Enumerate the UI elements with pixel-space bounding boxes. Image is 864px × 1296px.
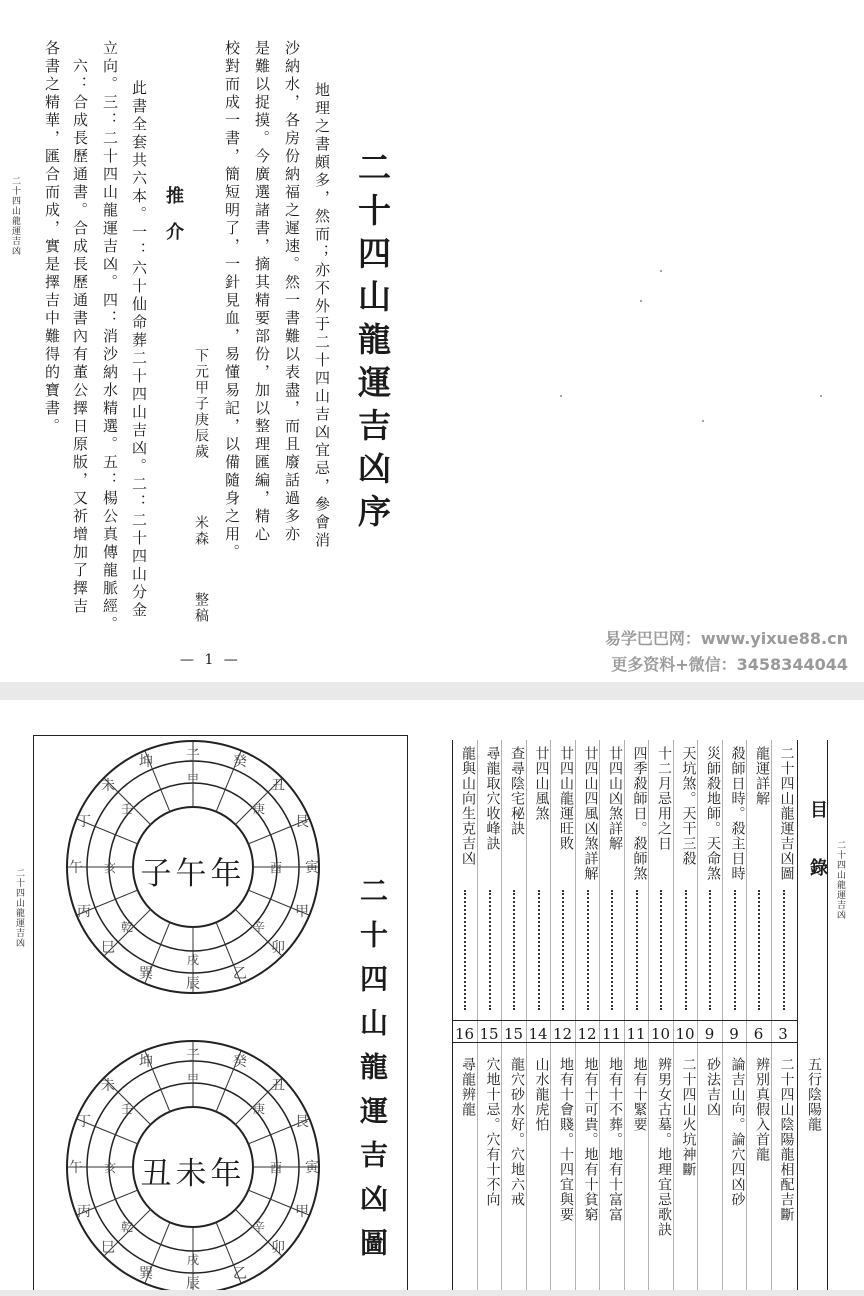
watermark-contact: 更多资料+微信：3458344044 <box>611 655 848 674</box>
svg-text:未: 未 <box>101 778 115 794</box>
toc-entry-subtitle: 砂法吉凶 <box>705 1057 721 1117</box>
svg-text:午: 午 <box>69 1160 83 1176</box>
toc-leader <box>734 890 737 1010</box>
toc-entry-subtitle: 辨別真假入首龍 <box>754 1057 770 1162</box>
toc-column-rule <box>697 740 698 1290</box>
toc-entry-page: 12 <box>552 1025 573 1043</box>
toc-entry-subtitle: 龍穴砂水好。穴地六戒 <box>509 1057 525 1207</box>
svg-text:申: 申 <box>186 771 200 785</box>
toc-entry[interactable] <box>479 740 500 1290</box>
toc-entry-title: 廿四山龍運旺敗 <box>558 746 574 851</box>
preface-line-2: 沙納水，各房份納福之遲速。然一書難以表盡，而且廢話過多亦 <box>283 40 301 544</box>
toc-entry[interactable] <box>577 740 598 1290</box>
toc-entry[interactable] <box>699 740 720 1290</box>
toc-entry[interactable] <box>773 740 794 1290</box>
toc-entry-subtitle: 地有十會賤。十四宜與要 <box>558 1057 574 1222</box>
toc-entry-page: 9 <box>729 1025 739 1043</box>
svg-text:辰: 辰 <box>186 976 200 992</box>
svg-text:子: 子 <box>186 748 200 764</box>
preface-author: 米森 <box>193 515 209 547</box>
toc-entry-title: 廿四山凶煞詳解 <box>607 746 623 851</box>
svg-text:子: 子 <box>186 1048 200 1064</box>
recommend-line-1: 此書全套共六本。一：六十仙命葬二十四山吉凶。二：二十四山分金 <box>130 80 148 620</box>
toc-column-rule <box>771 740 772 1290</box>
preface-edit: 整稿 <box>193 592 209 624</box>
svg-text:辛: 辛 <box>252 920 266 934</box>
toc-entry-subtitle: 穴地十忌。穴有十不向 <box>484 1057 501 1207</box>
toc-column-rule <box>624 740 625 1290</box>
toc-entry-page: 3 <box>778 1025 788 1043</box>
toc-entry-title: 四季殺師日。殺師煞 <box>631 746 648 881</box>
toc-leader <box>660 890 663 1010</box>
toc-divider <box>797 740 798 1290</box>
speck <box>560 395 562 397</box>
svg-text:申: 申 <box>186 1071 200 1085</box>
speck <box>820 395 822 397</box>
svg-text:酉: 酉 <box>269 1161 283 1175</box>
toc-heading: 目錄 <box>807 800 828 916</box>
svg-text:坤: 坤 <box>139 1054 153 1070</box>
svg-text:亥: 亥 <box>103 861 117 875</box>
toc-entry[interactable] <box>552 740 573 1290</box>
wheel-chou-wei-label: 丑未年 <box>140 1156 246 1192</box>
diagram-frame <box>33 735 408 1290</box>
toc-column-rule <box>722 740 723 1290</box>
toc-entry[interactable] <box>724 740 745 1290</box>
svg-text:丑: 丑 <box>271 778 285 794</box>
toc-entry-subtitle: 尋龍辨龍 <box>460 1057 476 1117</box>
toc-leader <box>587 890 590 1010</box>
recommend-line-3: 六：合成長歷通書。合成長歷通書內有董公擇日原版，又祈增加了擇吉 <box>71 58 89 616</box>
toc-spine: 二十四山龍運吉凶 <box>835 840 845 920</box>
toc-entry-subtitle: 二十四山陰陽龍相配吉斷 <box>778 1057 795 1222</box>
toc-entry[interactable] <box>626 740 647 1290</box>
svg-text:巳: 巳 <box>101 940 115 956</box>
svg-text:未: 未 <box>101 1078 115 1094</box>
svg-text:酉: 酉 <box>269 861 283 875</box>
toc-entry[interactable] <box>650 740 671 1290</box>
toc-entry[interactable] <box>675 740 696 1290</box>
svg-text:癸: 癸 <box>233 1054 247 1070</box>
preface-line-3: 是難以捉摸。今廣選諸書，摘其精要部份，加以整理匯編，精心 <box>253 40 271 544</box>
toc-entry-page: 11 <box>601 1025 622 1043</box>
toc-entry-subtitle: 地有十不葬。地有十富富 <box>607 1057 623 1222</box>
svg-text:戌: 戌 <box>186 1253 200 1267</box>
toc-entry-page: 12 <box>577 1025 597 1043</box>
svg-text:巳: 巳 <box>101 1240 115 1256</box>
toc-entry-title: 查尋陰宅秘訣 <box>509 746 525 836</box>
svg-text:丙: 丙 <box>77 904 91 920</box>
toc-entry-title: 尋龍取穴收峰訣 <box>484 746 501 851</box>
svg-text:艮: 艮 <box>295 814 309 830</box>
toc-leader <box>464 890 467 1010</box>
svg-text:丁: 丁 <box>77 814 91 830</box>
wheel-chou-wei <box>64 1038 322 1290</box>
toc-entry-title: 災師殺地師。天命煞 <box>705 746 721 881</box>
toc-entry-subtitle: 地有十緊要 <box>631 1057 648 1132</box>
svg-text:亥: 亥 <box>103 1161 117 1175</box>
page-number: — 1 — <box>180 652 241 668</box>
toc-column-rule <box>477 740 478 1290</box>
svg-text:戌: 戌 <box>186 953 200 967</box>
svg-text:辰: 辰 <box>186 1276 200 1290</box>
toc-first-line: 五行陰陽龍 <box>806 1057 822 1132</box>
wheel-zi-wu <box>64 738 322 996</box>
toc-entry-page: 9 <box>704 1025 715 1043</box>
toc-leader <box>783 890 786 1010</box>
page-title: 二十四山龍運吉凶序 <box>353 150 392 537</box>
svg-text:辛: 辛 <box>252 1220 266 1234</box>
svg-text:乾: 乾 <box>120 1220 134 1234</box>
toc-entry-page: 14 <box>528 1025 548 1043</box>
svg-text:壬: 壬 <box>120 802 134 816</box>
toc-column-rule <box>599 740 600 1290</box>
svg-text:寅: 寅 <box>305 1160 319 1176</box>
svg-text:丑: 丑 <box>271 1078 285 1094</box>
recommend-heading: 推介 <box>163 186 184 258</box>
toc-column-rule <box>746 740 747 1290</box>
toc-entry-title: 殺師日時。殺主日時 <box>729 746 746 881</box>
toc-entry-page: 11 <box>626 1025 646 1043</box>
svg-text:艮: 艮 <box>295 1114 309 1130</box>
toc-entry[interactable] <box>528 740 549 1290</box>
toc-leader <box>709 890 712 1010</box>
svg-text:坤: 坤 <box>139 754 153 770</box>
page-spine: 二十四山龍運吉凶 <box>14 868 24 948</box>
svg-text:乙: 乙 <box>233 966 247 982</box>
toc-heading-subline <box>800 740 821 1290</box>
toc-entry[interactable] <box>454 740 475 1290</box>
toc-entry-page: 10 <box>650 1025 671 1043</box>
toc-leader <box>538 890 541 1010</box>
toc-entry-subtitle: 論吉山向。論穴四凶砂 <box>729 1057 746 1207</box>
svg-text:巽: 巽 <box>139 1266 153 1282</box>
toc-entry[interactable] <box>503 740 524 1290</box>
toc-entry-title: 廿四山四風凶煞詳解 <box>582 746 599 881</box>
toc-entry[interactable] <box>748 740 769 1290</box>
toc-entry[interactable] <box>601 740 622 1290</box>
svg-text:卯: 卯 <box>271 1240 285 1256</box>
toc-leader <box>562 890 565 1010</box>
speck <box>660 270 662 272</box>
svg-text:壬: 壬 <box>120 1102 134 1116</box>
diagram-and-contents-page <box>0 700 864 1290</box>
svg-text:巽: 巽 <box>139 966 153 982</box>
speck <box>640 300 642 302</box>
toc-entry-title: 天坑煞。天干三殺 <box>680 746 697 866</box>
toc-entry-subtitle: 地有十可貴。地有十貧窮 <box>582 1057 599 1222</box>
preface-line-1: 地理之書頗多，然而；亦不外于二十四山吉凶宜忌，參會消 <box>313 82 331 550</box>
toc-entry-page: 15 <box>479 1025 499 1043</box>
toc-entry-subtitle: 二十四山火坑神斷 <box>680 1057 697 1177</box>
toc-leader <box>489 890 492 1010</box>
toc-leader <box>513 890 516 1010</box>
toc-leader <box>611 890 614 1010</box>
page-spine: 二十四山龍運吉凶 <box>10 176 20 256</box>
toc-entry-page: 15 <box>503 1025 524 1043</box>
toc-entry-title: 廿四山風煞 <box>533 746 550 821</box>
speck <box>702 420 704 422</box>
svg-text:寅: 寅 <box>305 860 319 876</box>
svg-text:乙: 乙 <box>233 1266 247 1282</box>
toc-entry-title: 龍運詳解 <box>754 746 770 806</box>
toc-column-rule <box>452 740 453 1290</box>
recommend-line-4: 各書之精華，匯合而成，實是擇吉中難得的寶書。 <box>43 40 61 436</box>
toc-column-rule <box>673 740 674 1290</box>
svg-text:甲: 甲 <box>295 1204 309 1220</box>
table-of-contents <box>452 740 828 1290</box>
svg-text:丁: 丁 <box>77 1114 91 1130</box>
svg-text:癸: 癸 <box>233 754 247 770</box>
watermark-site: 易学巴巴网：www.yixue88.cn <box>604 629 848 648</box>
toc-entry-title: 十二月忌用之日 <box>656 746 672 851</box>
toc-leader <box>636 890 639 1010</box>
toc-column-rule <box>550 740 551 1290</box>
toc-entry-page: 16 <box>454 1025 475 1043</box>
svg-text:乾: 乾 <box>120 920 134 934</box>
toc-leader <box>758 890 761 1010</box>
toc-entry-title: 二十四山龍運吉凶圖 <box>778 746 795 881</box>
toc-entry-page: 6 <box>753 1025 764 1043</box>
preface-line-4: 校對而成一書，簡短明了，一針見血，易懂易記，以備隨身之用。 <box>223 40 241 562</box>
toc-entry-page: 10 <box>675 1025 695 1043</box>
diagram-title: 二十四山龍運吉凶圖 <box>356 876 389 1272</box>
recommend-line-2: 立向。三：二十四山龍運吉凶。四：消沙納水精選。五：楊公真傳龍脈經。 <box>101 40 119 634</box>
svg-text:午: 午 <box>69 860 83 876</box>
svg-text:庚: 庚 <box>252 802 266 816</box>
svg-text:甲: 甲 <box>295 904 309 920</box>
svg-text:丙: 丙 <box>77 1204 91 1220</box>
toc-leader <box>685 890 688 1010</box>
toc-column-rule <box>648 740 649 1290</box>
toc-entry-subtitle: 辨男女古墓。地理宜忌歌訣 <box>656 1057 672 1237</box>
toc-column-rule <box>501 740 502 1290</box>
toc-entry-title: 龍與山向生克吉凶 <box>460 746 476 866</box>
toc-column-rule <box>526 740 527 1290</box>
preface-date: 下元甲子庚辰歲 <box>193 348 209 460</box>
toc-column-rule <box>575 740 576 1290</box>
svg-text:卯: 卯 <box>271 940 285 956</box>
toc-entry-subtitle: 山水龍虎怕 <box>533 1057 550 1132</box>
svg-text:庚: 庚 <box>252 1102 266 1116</box>
wheel-zi-wu-label: 子午年 <box>140 856 246 892</box>
